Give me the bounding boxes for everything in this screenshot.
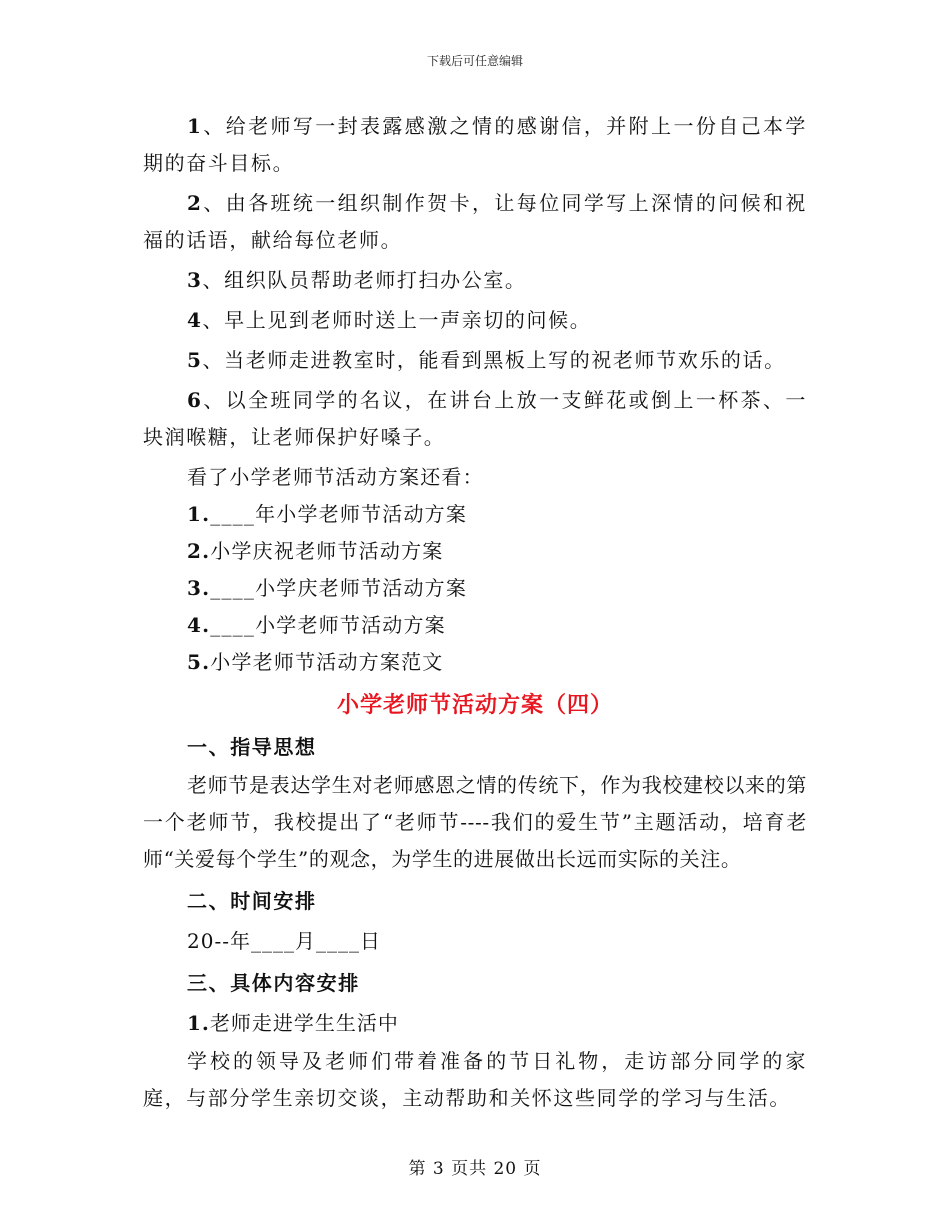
activity-item-5 bbox=[143, 342, 807, 379]
activity-text: 、当老师走进教室时，能看到黑板上写的祝老师节欢乐的话。 bbox=[202, 348, 786, 372]
subheading-text: 老师走进学生生活中 bbox=[209, 1011, 399, 1035]
activity-number: 1 bbox=[187, 114, 203, 138]
subheading-number: 1. bbox=[187, 1011, 210, 1035]
heading-guiding-ideology: 一、指导思想 bbox=[187, 735, 317, 759]
see-also-number: 4. bbox=[187, 613, 211, 637]
see-also-number: 2. bbox=[187, 539, 211, 563]
paragraph-guiding-ideology: 老师节是表达学生对老师感恩之情的传统下，作为我校建校以来的第一个老师节，我校提出了“老师节----我们的爱生节”主题活动，培育老师“关爱每个学生”的观念，为学生的进展做出长远而实际的关注。 bbox=[143, 773, 807, 871]
see-also-text: ____小学庆老师节活动方案 bbox=[210, 576, 468, 600]
activity-number: 2 bbox=[187, 191, 203, 215]
activity-item-1 bbox=[143, 108, 807, 182]
activity-text: 、早上见到老师时送上一声亲切的问候。 bbox=[202, 308, 592, 332]
activity-text: 、组织队员帮助老师打扫办公室。 bbox=[202, 268, 527, 292]
heading-content-arrangement: 三、具体内容安排 bbox=[187, 971, 360, 995]
activity-number: 3 bbox=[187, 268, 203, 292]
see-also-number: 3. bbox=[187, 576, 211, 600]
page-footer: 第 3 页共 20 页 bbox=[408, 1159, 542, 1179]
paragraph-content-1: 学校的领导及老师们带着准备的节日礼物，走访部分同学的家庭，与部分学生亲切交谈，主动帮助和关怀这些同学的学习与生活。 bbox=[143, 1049, 807, 1110]
activity-number: 6 bbox=[187, 388, 203, 412]
see-also-number: 1. bbox=[187, 502, 211, 526]
see-also-item-2[interactable] bbox=[143, 533, 807, 570]
activity-text: 、以全班同学的名议，在讲台上放一支鲜花或倒上一杯茶、一块润喉糖，让老师保护好嗓子。 bbox=[143, 388, 807, 449]
page-header: 下载后可任意编辑 bbox=[426, 54, 523, 68]
see-also-intro: 看了小学老师节活动方案还看： bbox=[187, 465, 484, 489]
activity-item-4 bbox=[143, 302, 807, 339]
see-also-item-4[interactable] bbox=[143, 607, 807, 644]
heading-time-arrangement: 二、时间安排 bbox=[187, 889, 317, 913]
see-also-item-3[interactable] bbox=[143, 570, 807, 607]
activity-item-3 bbox=[143, 262, 807, 299]
see-also-text: ____年小学老师节活动方案 bbox=[210, 502, 468, 526]
see-also-text: 小学老师节活动方案范文 bbox=[210, 650, 444, 674]
activity-item-2 bbox=[143, 185, 807, 259]
see-also-text: ____小学老师节活动方案 bbox=[210, 613, 446, 637]
activity-number: 4 bbox=[187, 308, 203, 332]
see-also-item-1[interactable] bbox=[143, 496, 807, 533]
see-also-text: 小学庆祝老师节活动方案 bbox=[210, 539, 444, 563]
activity-text: 、由各班统一组织制作贺卡，让每位同学写上深情的问候和祝福的话语，献给每位老师。 bbox=[143, 191, 807, 252]
activity-item-6 bbox=[143, 382, 807, 456]
section-title: 小学老师节活动方案（四） bbox=[336, 692, 613, 718]
activity-number: 5 bbox=[187, 348, 203, 372]
document-body bbox=[143, 108, 807, 1120]
activity-text: 、给老师写一封表露感激之情的感谢信，并附上一份自己本学期的奋斗目标。 bbox=[143, 114, 807, 175]
date-line: 20--年____月____日 bbox=[187, 929, 381, 953]
subheading-1 bbox=[143, 1003, 807, 1043]
see-also-number: 5. bbox=[187, 650, 211, 674]
see-also-item-5[interactable] bbox=[143, 644, 807, 681]
